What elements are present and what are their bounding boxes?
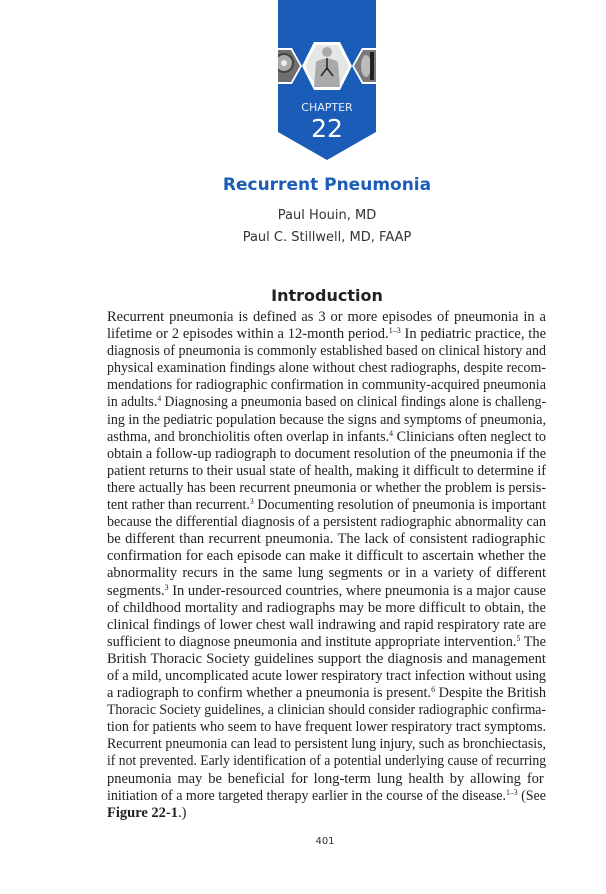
text-run: abnormality recurs in the same lung segments or in a variety of different [107, 565, 546, 582]
text-run: initiation of a more targeted therapy earlier in the course of the disease. [107, 787, 507, 804]
text-line [107, 360, 546, 377]
text-run: pneumonia may be beneficial for long-term lung health by allowing for [107, 770, 544, 787]
text-line [107, 446, 546, 463]
text-run: The [520, 633, 546, 650]
text-line [107, 617, 546, 634]
text-run: asthma, and bronchiolitis often overlap in infants. [107, 428, 390, 445]
chapter-label: CHAPTER [301, 101, 353, 114]
text-line [107, 771, 544, 788]
text-run: of childhood mortality and radiographs may be more difficult to obtain, the [107, 599, 546, 616]
text-run: in adults. [107, 394, 158, 411]
text-line [107, 736, 546, 753]
text-run: there actually has been recurrent pneumonia or whether the problem is persis- [107, 479, 547, 496]
text-line [107, 702, 546, 719]
text-line [107, 668, 546, 685]
text-line [107, 514, 546, 531]
text-line [107, 685, 546, 702]
text-line [107, 326, 546, 343]
text-line [107, 788, 546, 805]
text-line [107, 394, 546, 411]
body-paragraph [107, 309, 546, 822]
citation-reference: 4 [157, 394, 162, 404]
citation-reference: 4 [389, 428, 394, 438]
text-run: confirmation for each episode can make it difficult to ascertain whether the [107, 548, 546, 565]
text-run: of a mild, uncomplicated acute lower respiratory tract infection without using [107, 667, 547, 684]
author: Paul Houin, MD [277, 208, 377, 223]
text-run: ing in the pediatric population because the signs and symptoms of pneumonia, [107, 411, 546, 428]
text-run: physical examination findings alone without chest radiographs, despite recom- [107, 360, 546, 377]
text-run: Thoracic Society guidelines, a clinician should consider radiographic confirma- [107, 702, 547, 719]
text-line [107, 463, 546, 480]
text-run: .) [178, 804, 187, 821]
text-run: tion for patients who seem to have frequent lower respiratory tract symptoms. [107, 719, 547, 736]
figure-reference: Figure 22-1 [107, 804, 179, 821]
chapter-title: Recurrent Pneumonia [222, 175, 432, 195]
text-line [107, 805, 186, 822]
text-run: be different than recurrent pneumonia. The lack of consistent radiographic [107, 531, 546, 548]
text-line [107, 651, 546, 668]
text-run: patient returns to their usual state of health, making it difficult to determine if [107, 462, 547, 479]
citation-reference: 3 [249, 497, 254, 507]
text-run: In under-resourced countries, where pneumonia is a major cause [168, 582, 546, 599]
text-line [107, 377, 546, 394]
text-run: sufficient to diagnose pneumonia and institute appropriate intervention. [107, 633, 517, 650]
citation-reference: 6 [431, 685, 436, 695]
text-line [107, 753, 546, 770]
text-run: because the differential diagnosis of a persistent radiographic abnormality can [107, 514, 546, 531]
text-run: lifetime or 2 episodes within a 12-month period. [107, 326, 389, 343]
text-run: if not prevented. Early identification of a potential underlying cause of recurring [107, 753, 547, 770]
text-line [107, 548, 546, 565]
citation-reference: 1–3 [506, 787, 518, 797]
text-run: In pediatric practice, the [400, 326, 547, 343]
text-run: Despite the British [435, 685, 547, 702]
text-line [107, 429, 546, 446]
citation-reference: 5 [516, 633, 521, 643]
text-run: Documenting resolution of pneumonia is important [253, 497, 547, 514]
text-line [107, 497, 546, 514]
text-run: a radiograph to confirm whether a pneumonia is present. [107, 685, 432, 702]
author: Paul C. Stillwell, MD, FAAP [242, 230, 412, 245]
text-run: Clinicians often neglect to [393, 428, 546, 445]
citation-reference: 1–3 [388, 326, 401, 336]
text-line [107, 309, 546, 326]
page-number: 401 [315, 836, 335, 847]
text-line [107, 600, 546, 617]
text-run: diagnosis of pneumonia is commonly established based on clinical history and [107, 343, 546, 360]
text-line [107, 719, 546, 736]
text-run: British Thoracic Society guidelines support the diagnosis and management [107, 650, 546, 667]
text-run: Diagnosing a pneumonia based on clinical findings alone is challeng- [161, 394, 547, 411]
text-line [107, 531, 545, 548]
citation-reference: 3 [164, 582, 169, 592]
chapter-number: 22 [311, 114, 343, 143]
text-run: Recurrent pneumonia can lead to persistent lung injury, such as bronchiectasis, [107, 736, 547, 753]
text-line [107, 412, 546, 429]
text-run: segments. [107, 582, 165, 599]
text-line [107, 583, 546, 600]
section-heading: Introduction [271, 286, 383, 305]
text-line [107, 480, 546, 497]
text-line [107, 343, 546, 360]
text-run: mendations for radiographic confirmation in community-acquired pneumonia [107, 377, 546, 394]
text-run: (See [517, 787, 546, 804]
text-run: obtain a follow-up radiograph to document resolution of the pneumonia if the [107, 445, 547, 462]
text-line [107, 565, 546, 582]
text-line [107, 634, 546, 651]
text-run: tent rather than recurrent. [107, 497, 250, 514]
text-run: Recurrent pneumonia is defined as 3 or more episodes of pneumonia in a [107, 309, 546, 325]
text-run: clinical findings of lower chest wall indrawing and rapid respiratory rate are [107, 616, 546, 633]
